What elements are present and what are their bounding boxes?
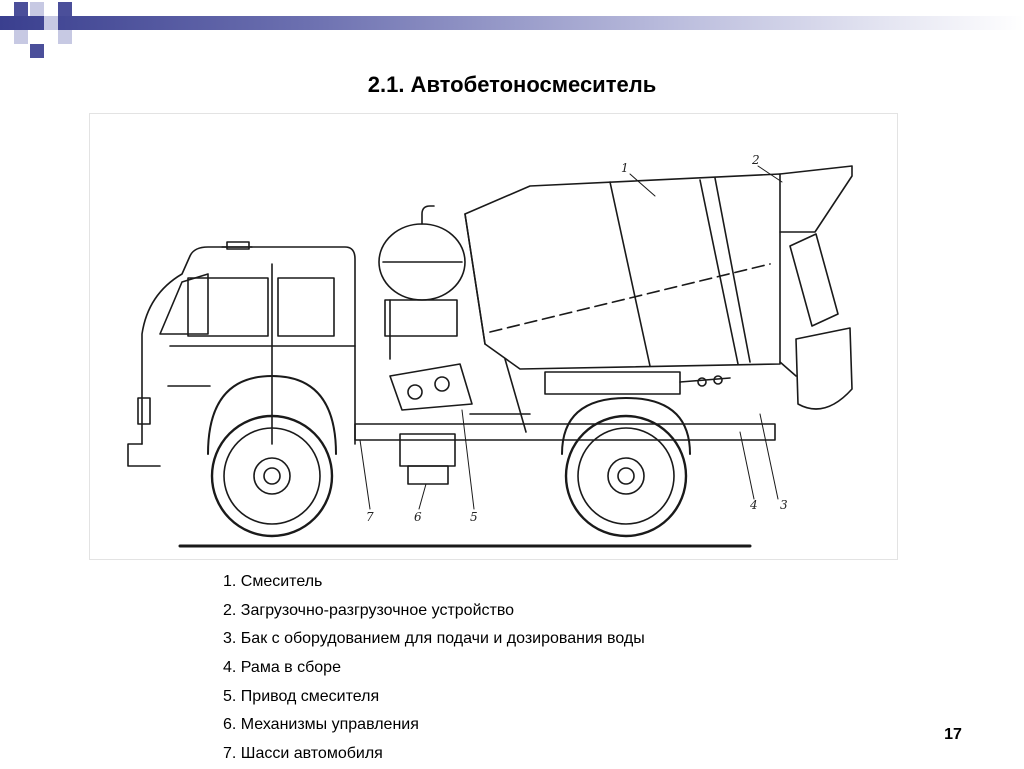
header-square-light <box>44 16 58 30</box>
legend-item: 3. Бак с оборудованием для подачи и дозирования воды <box>223 630 645 648</box>
water-tank <box>379 206 465 359</box>
callout-4: 4 <box>750 498 758 512</box>
header-square-dark <box>30 44 44 58</box>
legend-item: 5. Привод смесителя <box>223 687 380 705</box>
truck-cab <box>128 242 355 466</box>
mixer-truck-drawing <box>89 113 898 560</box>
header-square-dark <box>14 2 28 16</box>
slide-title: 2.1. Автобетоносмеситель <box>367 72 657 97</box>
legend-item: 4. Рама в сборе <box>223 659 341 677</box>
page-number: 17 <box>944 726 962 743</box>
legend-item: 7. Шасси автомобиля <box>223 745 383 763</box>
callout-1: 1 <box>621 161 629 175</box>
callout-leaders <box>360 166 782 509</box>
callout-7: 7 <box>366 510 374 524</box>
header-square-light <box>30 2 44 16</box>
header-bar <box>0 16 1024 30</box>
callout-2: 2 <box>752 153 760 167</box>
legend-item: 2. Загрузочно-разгрузочное устройство <box>223 601 515 619</box>
header-square-light <box>58 30 72 44</box>
callout-6: 6 <box>414 510 422 524</box>
callout-5: 5 <box>470 510 478 524</box>
legend-list <box>223 568 645 769</box>
legend-item: 6. Механизмы управления <box>223 716 419 734</box>
header-square-dark <box>58 2 72 16</box>
callout-3: 3 <box>780 498 788 512</box>
header-square-light <box>14 30 28 44</box>
rear-wheel <box>562 398 690 536</box>
legend-item: 1. Смеситель <box>223 573 323 590</box>
loading-hopper <box>780 166 852 409</box>
